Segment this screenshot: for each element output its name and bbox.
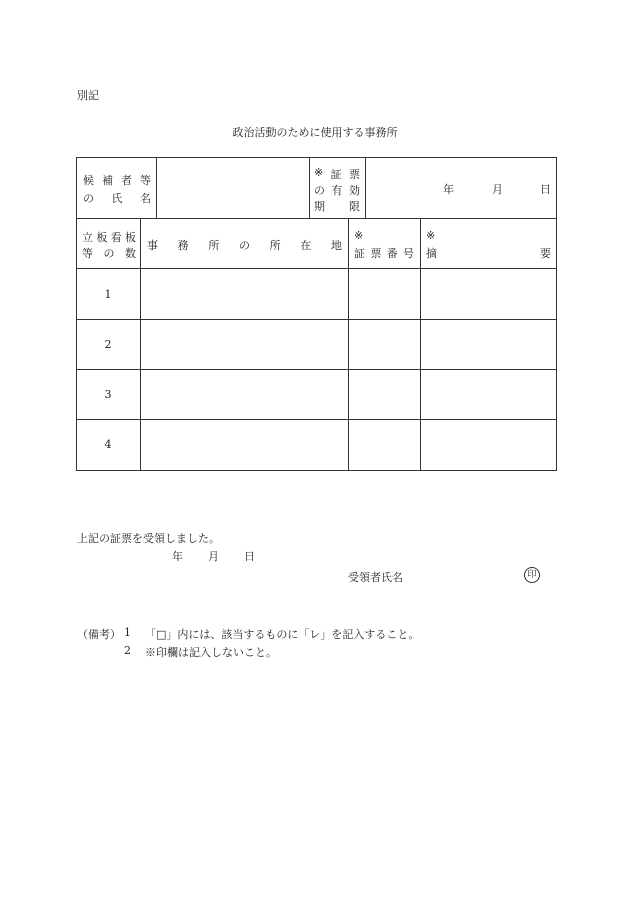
column-header-divider bbox=[76, 268, 557, 269]
note-number: 1 bbox=[124, 626, 131, 639]
sign-count-header-line1: 立 板 看 板 bbox=[82, 231, 136, 244]
certificate-number-mark: ※ bbox=[354, 229, 364, 242]
certificate-number-header: 証 票 番 号 bbox=[354, 247, 414, 260]
office-address-header: 事 務 所 の 所 在 地 bbox=[147, 239, 342, 252]
form-title: 政治活動のために使用する事務所 bbox=[232, 126, 398, 139]
office-address-field[interactable] bbox=[143, 271, 345, 316]
column-divider bbox=[156, 157, 157, 218]
office-address-field[interactable] bbox=[143, 322, 345, 366]
header-divider bbox=[76, 218, 557, 219]
validity-year-label: 年 bbox=[443, 183, 454, 196]
row-number: 3 bbox=[104, 388, 112, 401]
receipt-year-label: 年 bbox=[172, 550, 183, 563]
row-divider bbox=[76, 419, 557, 420]
column-divider bbox=[140, 218, 141, 471]
office-address-field[interactable] bbox=[143, 372, 345, 416]
validity-label-line1: ※ 証 票 bbox=[314, 166, 360, 181]
validity-label-line3: 期 限 bbox=[314, 200, 360, 213]
notes-label: （備考） bbox=[77, 628, 121, 641]
column-divider bbox=[365, 157, 366, 218]
note-number: 2 bbox=[124, 644, 131, 657]
row-number: 4 bbox=[104, 438, 112, 451]
sign-count-header-line2: 等 の 数 bbox=[82, 247, 136, 260]
validity-label-line2: の 有 効 bbox=[314, 184, 360, 197]
note-text: 「□」内には、該当するものに「レ」を記入すること。 bbox=[145, 628, 420, 641]
appendix-label: 別記 bbox=[77, 89, 99, 102]
recipient-name-label: 受領者氏名 bbox=[348, 571, 403, 584]
note-text: ※印欄は記入しないこと。 bbox=[145, 646, 277, 659]
column-divider bbox=[348, 218, 349, 471]
receipt-day-label: 日 bbox=[244, 550, 255, 563]
validity-date-field[interactable] bbox=[370, 160, 553, 215]
office-address-field[interactable] bbox=[143, 422, 345, 468]
column-divider bbox=[309, 157, 310, 218]
remarks-header-left: 摘 bbox=[426, 247, 437, 260]
remarks-header-right: 要 bbox=[540, 247, 551, 260]
receipt-statement: 上記の証票を受領しました。 bbox=[77, 532, 220, 545]
row-divider bbox=[76, 369, 557, 370]
seal-mark: 印 bbox=[524, 567, 540, 583]
validity-month-label: 月 bbox=[492, 183, 503, 196]
validity-day-label: 日 bbox=[540, 183, 551, 196]
row-number: 2 bbox=[104, 338, 112, 351]
receipt-month-label: 月 bbox=[208, 550, 219, 563]
remarks-mark: ※ bbox=[426, 229, 436, 242]
candidate-name-field[interactable] bbox=[160, 160, 305, 215]
candidate-name-label-line2: の 氏 名 bbox=[83, 192, 151, 205]
row-number: 1 bbox=[104, 288, 112, 301]
column-divider bbox=[420, 218, 421, 471]
candidate-name-label-line1: 候 補 者 等 bbox=[83, 174, 151, 187]
row-divider bbox=[76, 319, 557, 320]
